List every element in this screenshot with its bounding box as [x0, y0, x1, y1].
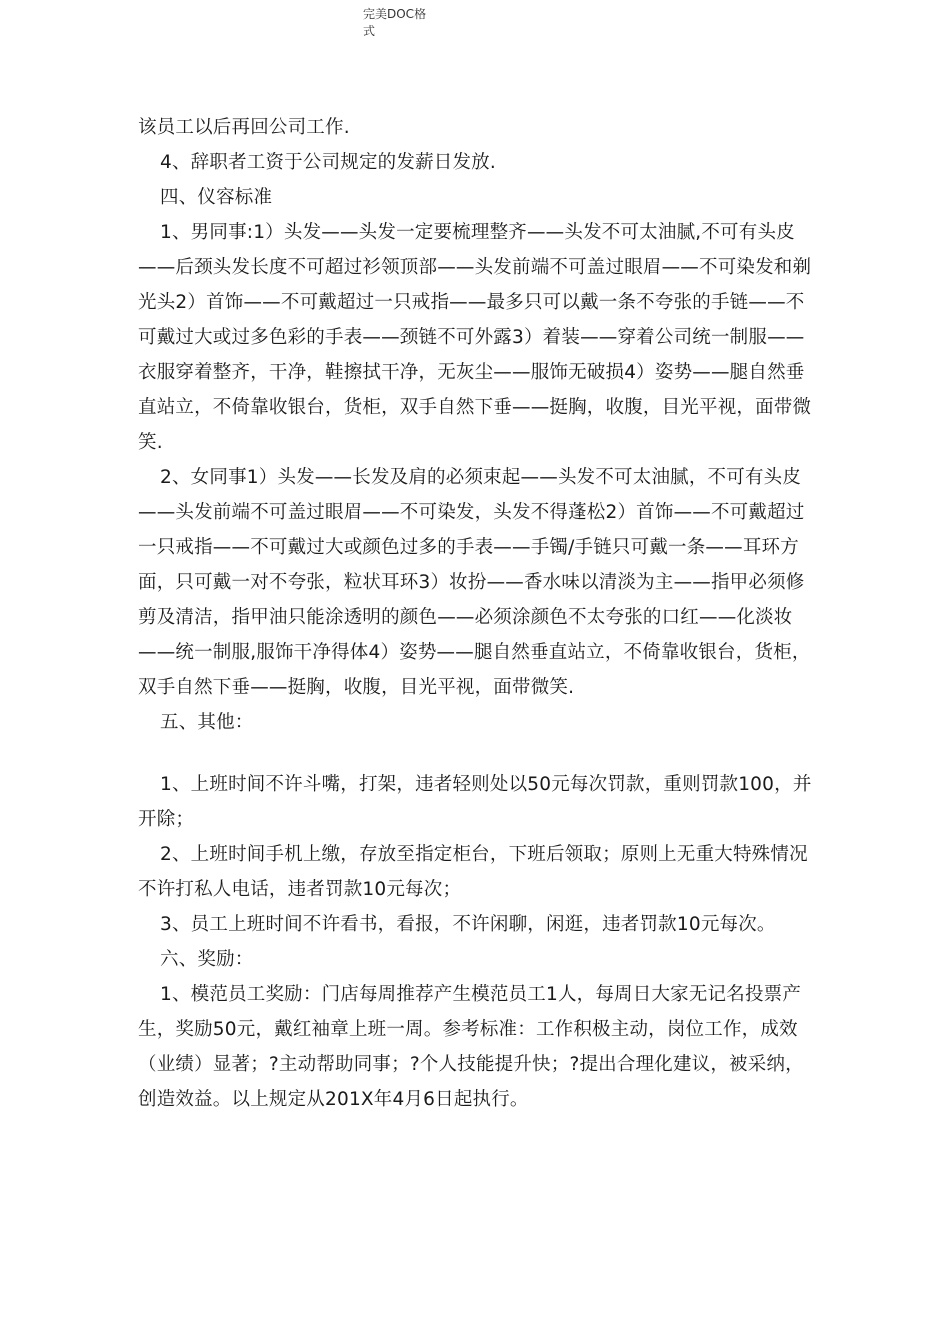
document-body — [138, 110, 818, 1117]
paragraph-male-staff: 1、男同事:1）头发——头发一定要梳理整齐——头发不可太油腻,不可有头皮——后颈头发长度不可超过衫领顶部——头发前端不可盖过眼眉——不可染发和剃光头2）首饰——不可戴超过一只戒指——最多只可以戴一条不夸张的手链——不可戴过大或过多色彩的手表——颈链不可外露3）着装——穿着公司统一制服——衣服穿着整齐，干净，鞋擦拭干净，无灰尘——服饰无破损4）姿势——腿自然垂直站立，不倚靠收银台，货柜，双手自然下垂——挺胸，收腹，目光平视，面带微笑. — [138, 222, 812, 453]
page-header — [363, 6, 443, 40]
paragraph-rewards-1: 1、模范员工奖励：门店每周推荐产生模范员工1人，每周日大家无记名投票产生，奖励50元，戴红袖章上班一周。参考标准：工作积极主动，岗位工作，成效（业绩）显著；?主动帮助同事；?个人技能提升快；?提出合理化建议，被采纳，创造效益。以上规定从201X年4月6日起执行。 — [138, 984, 804, 1110]
paragraph-continuation: 该员工以后再回公司工作. — [138, 117, 350, 138]
header-line-2: 式 — [363, 24, 376, 38]
paragraph-other-1: 1、上班时间不许斗嘴，打架，违者轻则处以50元每次罚款，重则罚款100，并开除； — [138, 774, 812, 830]
section-heading-appearance: 四、仪容标准 — [160, 187, 273, 208]
paragraph-female-staff: 2、女同事1）头发——长发及肩的必须束起——头发不可太油腻，不可有头皮——头发前端不可盖过眼眉——不可染发，头发不得蓬松2）首饰——不可戴超过一只戒指——不可戴过大或颜色过多的手表——手镯/手链只可戴一条——耳环方面，只可戴一对不夸张，粒状耳环3）妆扮——香水味以清淡为主——指甲必须修剪及清洁，指甲油只能涂透明的颜色——必须涂颜色不太夸张的口红——化淡妆——统一制服,服饰干净得体4）姿势——腿自然垂直站立，不倚靠收银台，货柜，双手自然下垂——挺胸，收腹，目光平视，面带微笑. — [138, 467, 811, 698]
paragraph-other-2: 2、上班时间手机上缴，存放至指定柜台，下班后领取；原则上无重大特殊情况不许打私人电话，违者罚款10元每次； — [138, 844, 808, 900]
paragraph-other-3: 3、员工上班时间不许看书，看报，不许闲聊，闲逛，违者罚款10元每次。 — [160, 914, 776, 935]
section-heading-other: 五、其他： — [160, 712, 254, 733]
paragraph-resignation-pay: 4、辞职者工资于公司规定的发薪日发放. — [160, 152, 496, 173]
blank-line — [138, 740, 818, 767]
section-heading-rewards: 六、奖励： — [160, 949, 254, 970]
header-line-1: 完美DOC格 — [363, 7, 427, 21]
